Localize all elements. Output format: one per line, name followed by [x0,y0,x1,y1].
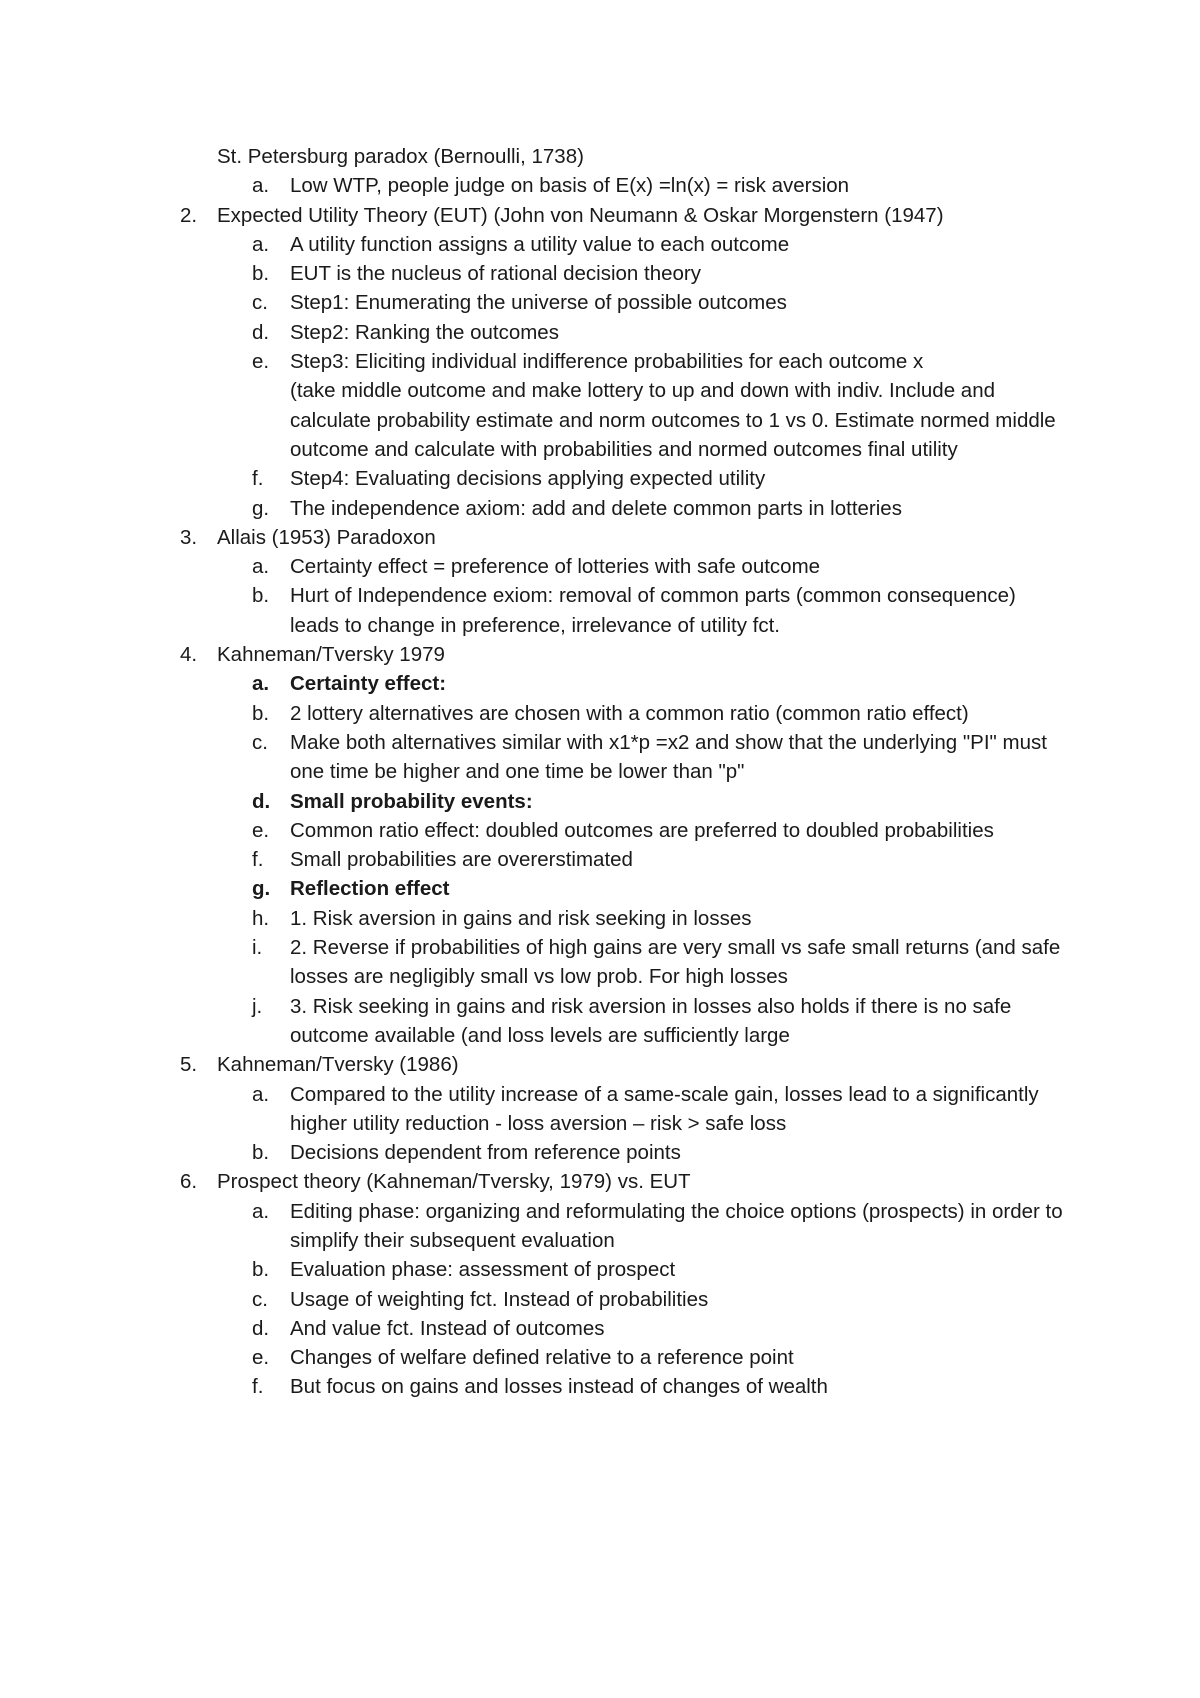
list-item [0,904,1200,933]
list-item [0,376,1200,464]
section-title: Allais (1953) Paradoxon [217,525,436,549]
item-text: Usage of weighting fct. Instead of probabilities [290,1287,709,1311]
item-text: Small probabilities are overerstimated [290,848,633,872]
item-text: And value fct. Instead of outcomes [290,1316,605,1340]
list-item [0,1314,1200,1343]
section-title: Expected Utility Theory (EUT) (John von Neumann & Oskar Morgenstern (1947) [217,203,944,227]
item-letter: a. [252,1082,270,1106]
section-number: 3. [180,525,198,549]
item-letter: d. [252,320,270,344]
item-letter: a. [252,555,270,579]
section-heading [0,1167,1200,1196]
item-text: 2 lottery alternatives are chosen with a common ratio (common ratio effect) [290,701,969,725]
section-number: 4. [180,643,198,667]
item-letter: i. [252,936,263,960]
section-heading [0,640,1200,669]
item-letter: f. [252,467,264,491]
item-letter: e. [252,818,270,842]
item-letter: d. [252,789,271,813]
item-letter: c. [252,730,268,754]
item-text: Hurt of Independence exiom: removal of common parts (common consequence) leads to change in preference, irrelevance of utility fct. [290,584,1016,637]
list-item [0,1255,1200,1284]
section-number: 6. [180,1170,198,1194]
item-text: Common ratio effect: doubled outcomes are preferred to doubled probabilities [290,818,994,842]
item-text: The independence axiom: add and delete common parts in lotteries [290,496,902,520]
item-letter: c. [252,1287,268,1311]
list-item [0,1285,1200,1314]
item-letter: a. [252,672,270,696]
section-number: 5. [180,1053,198,1077]
list-item [0,787,1200,816]
item-text: Small probability events: [290,789,533,813]
item-letter: e. [252,350,270,374]
section-title: St. Petersburg paradox (Bernoulli, 1738) [217,145,584,168]
list-item [0,992,1200,1051]
item-letter: f. [252,1375,264,1399]
list-item [0,816,1200,845]
item-letter: b. [252,1258,270,1282]
list-item [0,171,1200,200]
item-text: Step4: Evaluating decisions applying expected utility [290,467,766,491]
list-item [0,552,1200,581]
section-heading [0,1050,1200,1079]
item-text: Low WTP, people judge on basis of E(x) =ln(x) = risk aversion [290,174,850,198]
list-item [0,347,1200,376]
list-item [0,728,1200,787]
list-item [0,259,1200,288]
item-text: 3. Risk seeking in gains and risk aversion in losses also holds if there is no safe outcome available (and loss levels are sufficiently large [290,994,1012,1047]
item-text: Editing phase: organizing and reformulating the choice options (prospects) in order to simplify their subsequent evaluation [290,1199,1063,1252]
list-item [0,933,1200,992]
item-text: 2. Reverse if probabilities of high gains are very small vs safe small returns (and safe losses are negligibly small vs low prob. For high losses [290,936,1061,989]
item-letter: b. [252,584,270,608]
item-letter: e. [252,1346,270,1370]
item-letter: b. [252,1141,270,1165]
item-text: Step3: Eliciting individual indifference probabilities for each outcome x [290,350,924,374]
item-letter: d. [252,1316,270,1340]
item-text: Make both alternatives similar with x1*p =x2 and show that the underlying "PI" must one time be higher and one time be lower than "p" [290,730,1047,784]
item-letter: a. [252,1199,270,1223]
item-letter: h. [252,906,270,930]
list-item [0,494,1200,523]
section-title: Kahneman/Tversky (1986) [217,1053,459,1077]
list-item [0,1138,1200,1167]
item-text: Reflection effect [290,877,450,901]
list-item [0,230,1200,259]
section-heading [0,201,1200,230]
item-text: Step1: Enumerating the universe of possible outcomes [290,291,787,315]
item-letter: c. [252,291,268,315]
item-letter: b. [252,701,270,725]
item-text: Changes of welfare defined relative to a reference point [290,1346,794,1370]
item-letter: f. [252,848,264,872]
item-letter: a. [252,174,270,198]
list-item [0,1372,1200,1401]
item-text: Evaluation phase: assessment of prospect [290,1258,676,1282]
item-letter: b. [252,262,270,286]
item-letter: a. [252,232,270,256]
list-item [0,318,1200,347]
section-heading [0,523,1200,552]
section-heading [0,142,1200,171]
item-text: Compared to the utility increase of a same-scale gain, losses lead to a significantly higher utility reduction - loss aversion – risk > safe loss [290,1082,1039,1135]
list-item [0,1080,1200,1139]
document-body [0,142,1200,1402]
item-text: EUT is the nucleus of rational decision theory [290,262,701,286]
item-text: Decisions dependent from reference points [290,1141,681,1165]
item-text: Step2: Ranking the outcomes [290,320,559,344]
list-item [0,1343,1200,1372]
section-number: 2. [180,203,198,227]
item-letter: g. [252,496,270,520]
list-item [0,699,1200,728]
item-text: 1. Risk aversion in gains and risk seeking in losses [290,906,752,930]
item-text: But focus on gains and losses instead of changes of wealth [290,1375,828,1399]
item-letter: j. [252,994,263,1018]
section-title: Prospect theory (Kahneman/Tversky, 1979) vs. EUT [217,1170,691,1194]
item-text: Certainty effect = preference of lotteries with safe outcome [290,555,821,579]
list-item [0,874,1200,903]
item-text: Certainty effect: [290,672,447,696]
item-letter: g. [252,877,271,901]
list-item [0,581,1200,640]
list-item [0,669,1200,698]
list-item [0,1197,1200,1256]
section-title: Kahneman/Tversky 1979 [217,643,445,667]
item-text: A utility function assigns a utility value to each outcome [290,232,790,256]
list-item [0,464,1200,493]
list-item [0,288,1200,317]
item-text: (take middle outcome and make lottery to up and down with indiv. Include and calculate probability estimate and norm outcomes to 1 vs 0. Estimate normed middle outcome and calculate with probabilities and normed outcomes final utility [290,379,1056,461]
list-item [0,845,1200,874]
